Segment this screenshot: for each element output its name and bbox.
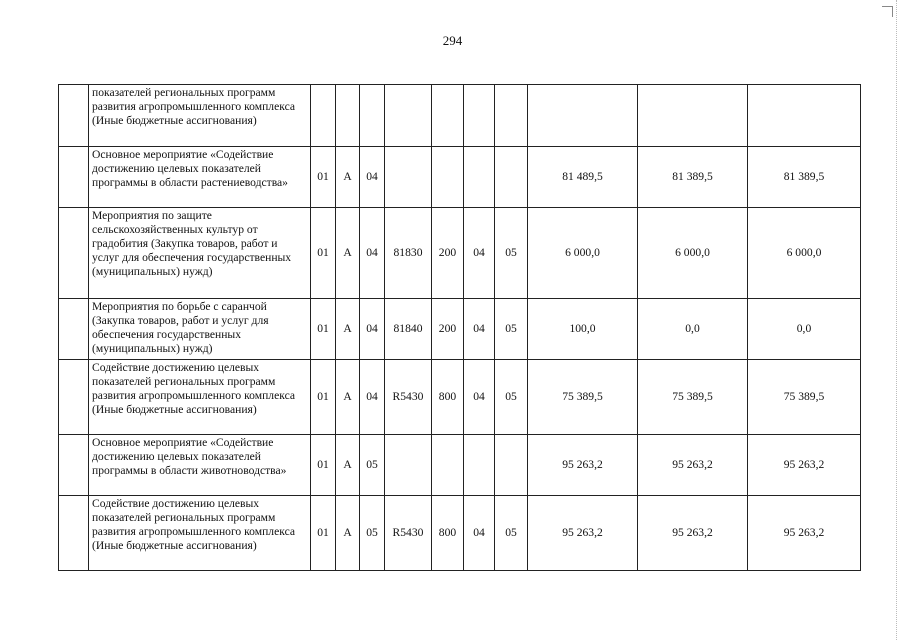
amount-year1: 95 263,2	[528, 435, 638, 496]
code-cell: 05	[495, 299, 528, 360]
blank-cell	[59, 299, 89, 360]
code-cell: 200	[432, 208, 464, 299]
code-cell: А	[336, 496, 360, 571]
table-row	[59, 435, 861, 496]
code-cell: А	[336, 208, 360, 299]
row-name: Содействие достижению целевых показателей региональных программ развития агропромышленного комплекса (Иные бюджетные ассигнования)	[89, 496, 311, 571]
code-cell	[464, 435, 495, 496]
code-cell: 04	[464, 496, 495, 571]
row-name: Мероприятия по борьбе с саранчой (Закупка товаров, работ и услуг для обеспечения государственных (муниципальных) нужд)	[89, 299, 311, 360]
code-cell: 04	[464, 208, 495, 299]
code-cell: А	[336, 435, 360, 496]
code-cell: 01	[311, 435, 336, 496]
code-cell: 04	[360, 147, 385, 208]
amount-year3: 95 263,2	[748, 435, 861, 496]
amount-year2: 6 000,0	[638, 208, 748, 299]
table-row	[59, 299, 861, 360]
amount-year2: 0,0	[638, 299, 748, 360]
blank-cell	[59, 360, 89, 435]
code-cell: 81840	[385, 299, 432, 360]
code-cell	[336, 85, 360, 147]
row-name: Основное мероприятие «Содействие достижению целевых показателей программы в области растениеводства»	[89, 147, 311, 208]
code-cell: 01	[311, 208, 336, 299]
amount-year3: 0,0	[748, 299, 861, 360]
table-row	[59, 208, 861, 299]
amount-year1: 75 389,5	[528, 360, 638, 435]
code-cell: 01	[311, 299, 336, 360]
amount-year2: 75 389,5	[638, 360, 748, 435]
code-cell: 01	[311, 496, 336, 571]
code-cell: 05	[495, 496, 528, 571]
code-cell: 01	[311, 147, 336, 208]
code-cell: 200	[432, 299, 464, 360]
amount-year3: 75 389,5	[748, 360, 861, 435]
amount-year1: 81 489,5	[528, 147, 638, 208]
amount-year1: 95 263,2	[528, 496, 638, 571]
code-cell: А	[336, 360, 360, 435]
table-row	[59, 496, 861, 571]
code-cell: 04	[464, 299, 495, 360]
amount-year1: 6 000,0	[528, 208, 638, 299]
code-cell: 01	[311, 360, 336, 435]
code-cell	[385, 147, 432, 208]
amount-year3	[748, 85, 861, 147]
row-name: показателей региональных программ развития агропромышленного комплекса (Иные бюджетные ассигнования)	[89, 85, 311, 147]
amount-year3: 95 263,2	[748, 496, 861, 571]
code-cell: R5430	[385, 360, 432, 435]
amount-year3: 6 000,0	[748, 208, 861, 299]
row-name: Содействие достижению целевых показателей региональных программ развития агропромышленного комплекса (Иные бюджетные ассигнования)	[89, 360, 311, 435]
amount-year2	[638, 85, 748, 147]
code-cell: 04	[360, 208, 385, 299]
code-cell	[495, 435, 528, 496]
code-cell: 800	[432, 496, 464, 571]
code-cell: R5430	[385, 496, 432, 571]
blank-cell	[59, 496, 89, 571]
amount-year1	[528, 85, 638, 147]
row-name: Основное мероприятие «Содействие достижению целевых показателей программы в области животноводства»	[89, 435, 311, 496]
code-cell	[495, 147, 528, 208]
table-row	[59, 360, 861, 435]
code-cell	[432, 85, 464, 147]
code-cell	[432, 147, 464, 208]
budget-table	[58, 84, 861, 571]
code-cell	[385, 85, 432, 147]
table-row	[59, 147, 861, 208]
blank-cell	[59, 147, 89, 208]
code-cell	[464, 85, 495, 147]
amount-year3: 81 389,5	[748, 147, 861, 208]
code-cell: 800	[432, 360, 464, 435]
blank-cell	[59, 85, 89, 147]
amount-year2: 95 263,2	[638, 435, 748, 496]
code-cell: А	[336, 147, 360, 208]
scan-corner-mark	[882, 6, 893, 17]
code-cell: 04	[360, 299, 385, 360]
blank-cell	[59, 208, 89, 299]
code-cell: 05	[495, 360, 528, 435]
scan-edge-dots	[894, 0, 897, 640]
code-cell	[464, 147, 495, 208]
code-cell	[385, 435, 432, 496]
amount-year2: 95 263,2	[638, 496, 748, 571]
code-cell	[495, 85, 528, 147]
amount-year2: 81 389,5	[638, 147, 748, 208]
amount-year1: 100,0	[528, 299, 638, 360]
code-cell: 04	[464, 360, 495, 435]
row-name: Мероприятия по защите сельскохозяйственных культур от градобития (Закупка товаров, работ и услуг для обеспечения государственных (муниципальных) нужд)	[89, 208, 311, 299]
code-cell: А	[336, 299, 360, 360]
code-cell: 81830	[385, 208, 432, 299]
blank-cell	[59, 435, 89, 496]
code-cell: 04	[360, 360, 385, 435]
table-row	[59, 85, 861, 147]
page-number: 294	[442, 33, 463, 48]
code-cell	[432, 435, 464, 496]
code-cell: 05	[360, 496, 385, 571]
code-cell	[360, 85, 385, 147]
code-cell: 05	[360, 435, 385, 496]
code-cell: 05	[495, 208, 528, 299]
code-cell	[311, 85, 336, 147]
